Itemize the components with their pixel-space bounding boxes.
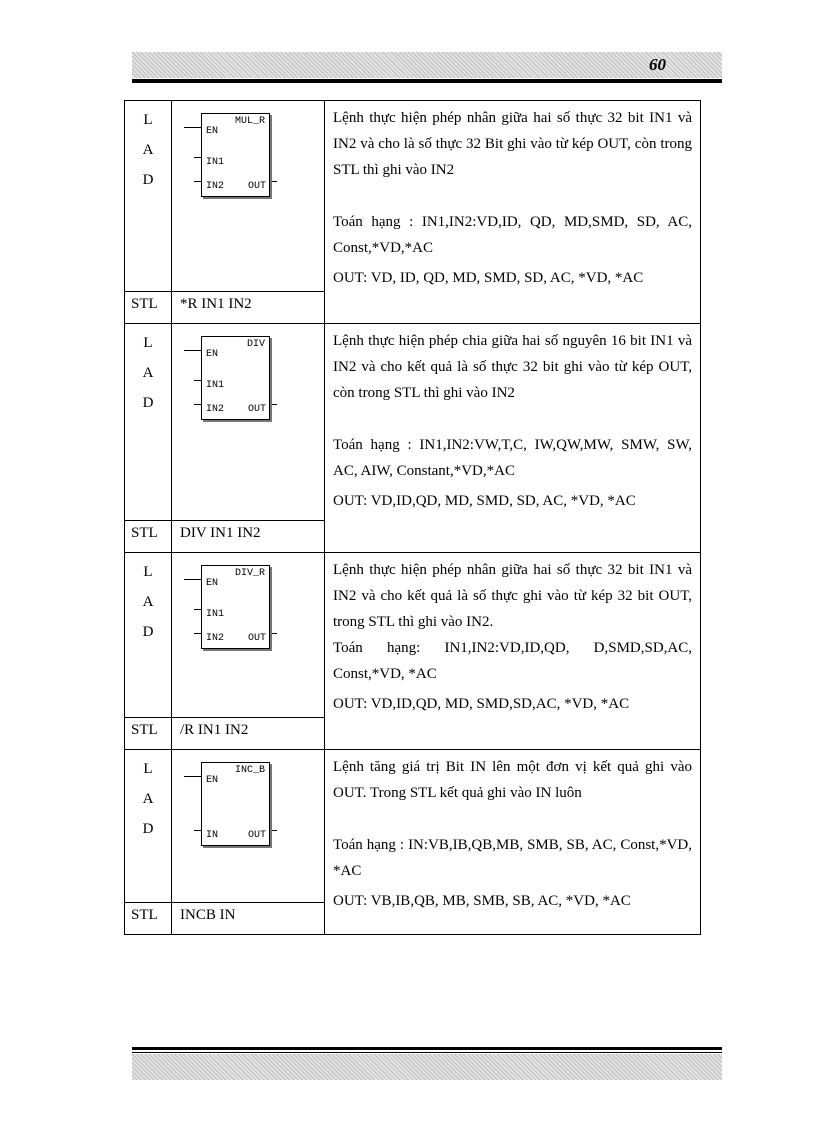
- stl-label: STL: [125, 718, 172, 750]
- lad-diagram-cell: [172, 101, 325, 292]
- block-name: MUL_R: [234, 116, 265, 127]
- lad-letter: D: [142, 395, 154, 411]
- lad-letter: L: [143, 112, 153, 128]
- stl-code: *R IN1 IN2: [172, 292, 325, 324]
- in2-pin: IN2: [206, 404, 225, 415]
- lad-label: [125, 750, 172, 903]
- page-number: 60: [649, 55, 666, 74]
- en-pin: EN: [206, 578, 219, 589]
- instruction-row-div: [125, 324, 701, 521]
- function-block-diagram: [172, 101, 324, 201]
- out-operands: OUT: VD,ID,QD, MD, SMD,SD,AC, *VD, *AC: [333, 696, 630, 712]
- lad-letter: A: [142, 594, 154, 610]
- instruction-row-mul-r: [125, 101, 701, 292]
- out-pin: OUT: [247, 181, 266, 192]
- en-wire: [184, 579, 202, 580]
- in2-pin: IN2: [206, 633, 225, 644]
- function-block-diagram: [172, 553, 324, 653]
- footer-band: [132, 1054, 722, 1080]
- instruction-table: [124, 100, 701, 935]
- lad-letter: A: [142, 791, 154, 807]
- out-wire: [269, 830, 277, 831]
- out-operands: OUT: VD, ID, QD, MD, SMD, SD, AC, *VD, *AC: [333, 270, 644, 286]
- operands: Toán hạng : IN1,IN2:VW,T,C, IW,QW,MW, SMW, SW, AC, AIW, Constant,*VD,*AC: [333, 437, 692, 479]
- lad-letter: A: [142, 365, 154, 381]
- block-name: DIV_R: [234, 568, 265, 579]
- en-pin: EN: [206, 126, 219, 137]
- out-operands: OUT: VB,IB,QB, MB, SMB, SB, AC, *VD, *AC: [333, 893, 631, 909]
- description-cell: [325, 553, 701, 750]
- instruction-row-inc-b: [125, 750, 701, 903]
- out-wire: [269, 404, 277, 405]
- footer-rule-thin: [132, 1052, 722, 1053]
- function-block: [201, 336, 270, 420]
- en-pin: EN: [206, 775, 219, 786]
- description-cell: [325, 324, 701, 553]
- lad-diagram-cell: [172, 553, 325, 718]
- lad-letter: D: [142, 172, 154, 188]
- in2-pin: IN2: [206, 181, 225, 192]
- block-name: INC_B: [234, 765, 265, 776]
- header-rule: [132, 79, 722, 83]
- lad-letter: L: [143, 761, 153, 777]
- footer-rule: [132, 1047, 722, 1050]
- description: Lệnh thực hiện phép nhân giữa hai số thực 32 bit IN1 và IN2 và cho kết quả là số thực ghi vào từ kép 32 bit OUT, trong STL thì ghi vào IN2.: [333, 562, 692, 630]
- en-wire: [184, 350, 202, 351]
- description-cell: [325, 750, 701, 935]
- stl-label: STL: [125, 521, 172, 553]
- in-pin: IN: [206, 830, 219, 841]
- function-block: [201, 762, 270, 846]
- stl-code: DIV IN1 IN2: [172, 521, 325, 553]
- in1-pin: IN1: [206, 157, 225, 168]
- header-band: [132, 52, 722, 78]
- lad-letter: L: [143, 335, 153, 351]
- function-block: [201, 565, 270, 649]
- lad-label: [125, 324, 172, 521]
- function-block-diagram: [172, 750, 324, 850]
- lad-label: [125, 101, 172, 292]
- description: Lệnh thực hiện phép nhân giữa hai số thực 32 bit IN1 và IN2 và cho là số thực 32 Bit ghi vào từ kép OUT, còn trong STL thì ghi vào IN2: [333, 110, 692, 178]
- function-block: [201, 113, 270, 197]
- operands: Toán hạng: IN1,IN2:VD,ID,QD, D,SMD,SD,AC, Const,*VD, *AC: [333, 640, 692, 682]
- out-wire: [269, 633, 277, 634]
- block-name: DIV: [246, 339, 265, 350]
- out-pin: OUT: [247, 830, 266, 841]
- lad-label: [125, 553, 172, 718]
- out-pin: OUT: [247, 404, 266, 415]
- lad-letter: A: [142, 142, 154, 158]
- stl-code: INCB IN: [172, 903, 325, 935]
- lad-letter: D: [142, 821, 154, 837]
- en-wire: [184, 127, 202, 128]
- lad-letter: L: [143, 564, 153, 580]
- in1-pin: IN1: [206, 609, 225, 620]
- description-cell: [325, 101, 701, 324]
- en-wire: [184, 776, 202, 777]
- lad-letter: D: [142, 624, 154, 640]
- description: Lệnh thực hiện phép chia giữa hai số nguyên 16 bit IN1 và IN2 và cho kết quả là số thực 32 bit ghi vào từ kép OUT, còn trong STL thì ghi vào IN2: [333, 333, 692, 401]
- lad-diagram-cell: [172, 750, 325, 903]
- operands: Toán hạng : IN:VB,IB,QB,MB, SMB, SB, AC, Const,*VD, *AC: [333, 837, 692, 879]
- lad-diagram-cell: [172, 324, 325, 521]
- function-block-diagram: [172, 324, 324, 424]
- stl-label: STL: [125, 903, 172, 935]
- en-pin: EN: [206, 349, 219, 360]
- out-wire: [269, 181, 277, 182]
- instruction-row-div-r: [125, 553, 701, 718]
- out-pin: OUT: [247, 633, 266, 644]
- stl-code: /R IN1 IN2: [172, 718, 325, 750]
- in1-pin: IN1: [206, 380, 225, 391]
- description: Lệnh tăng giá trị Bit IN lên một đơn vị kết quả ghi vào OUT. Trong STL kết quả ghi vào IN luôn: [333, 759, 692, 801]
- stl-label: STL: [125, 292, 172, 324]
- out-operands: OUT: VD,ID,QD, MD, SMD, SD, AC, *VD, *AC: [333, 493, 636, 509]
- operands: Toán hạng : IN1,IN2:VD,ID, QD, MD,SMD, SD, AC, Const,*VD,*AC: [333, 214, 692, 256]
